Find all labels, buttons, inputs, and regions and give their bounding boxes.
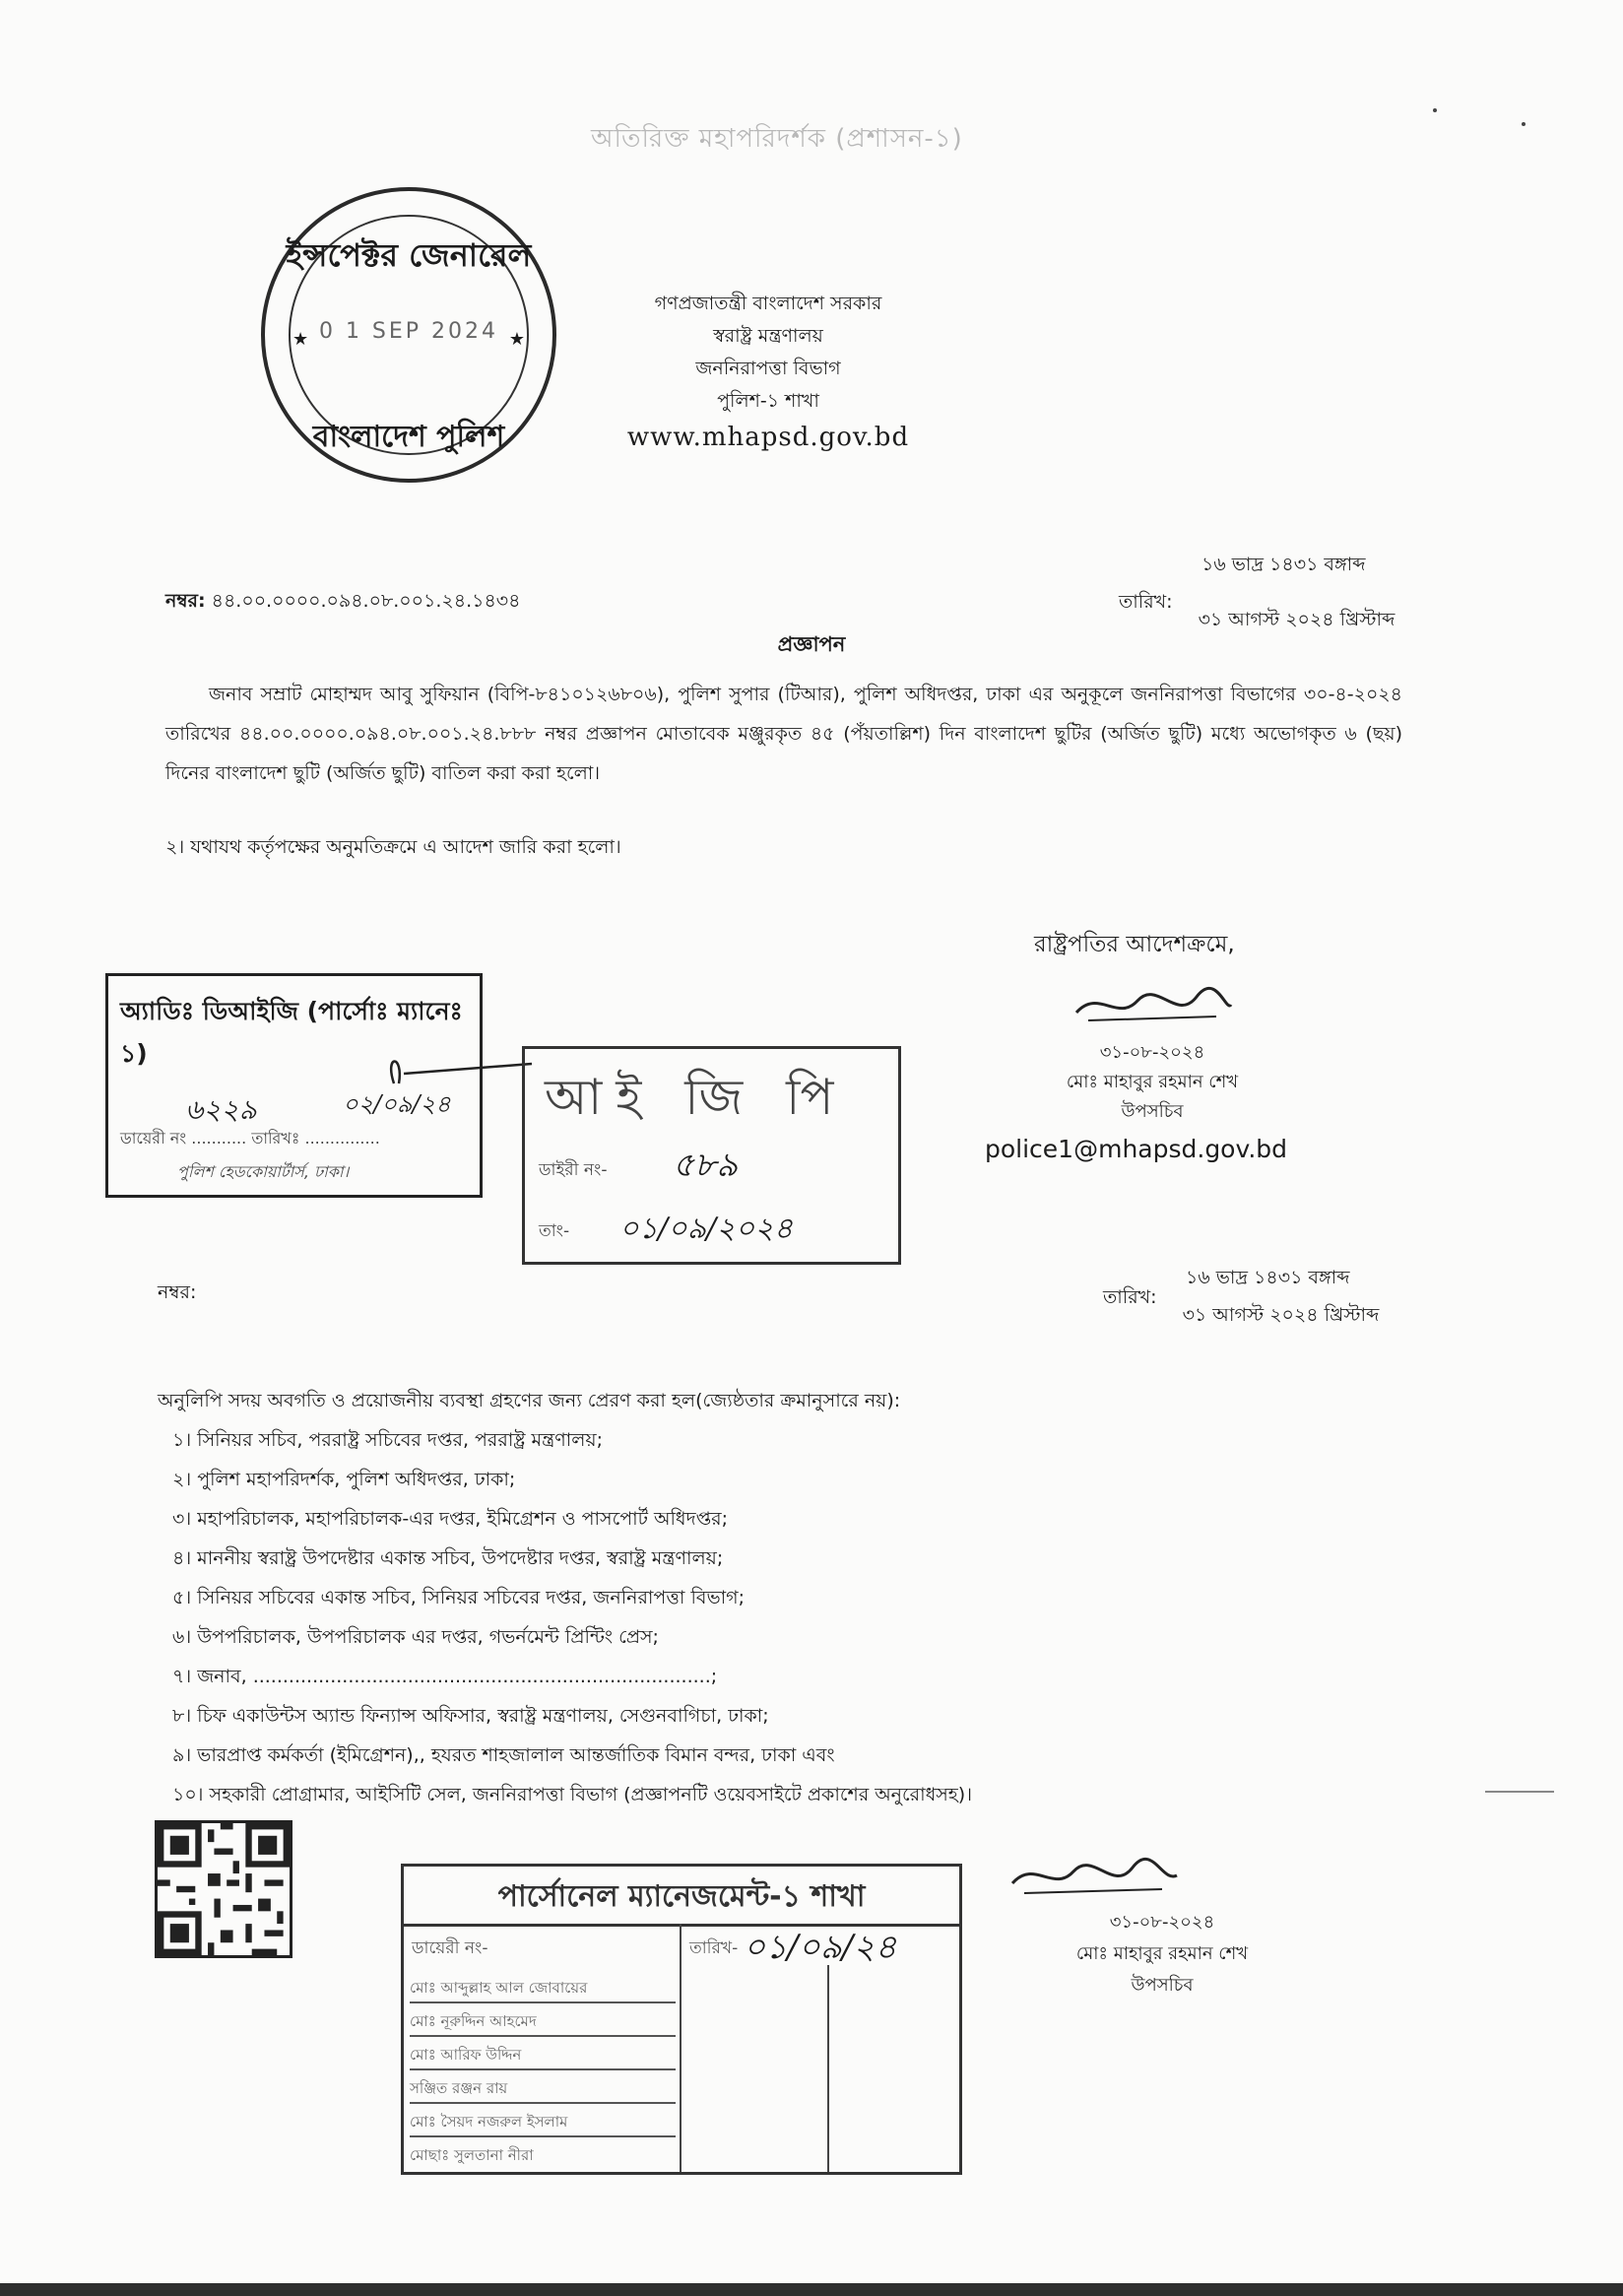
signature-2-mark (1005, 1854, 1182, 1903)
igp-stamp-handwritten-no: ৫৮৯ (673, 1146, 739, 1185)
scan-edge-line (1485, 1791, 1554, 1793)
diary-stamp-title: অ্যাডিঃ ডিআইজি (পার্সোঃ ম্যানেঃ ১) (120, 997, 463, 1068)
list-item: ২। পুলিশ মহাপরিদর্শক, পুলিশ অধিদপ্তর, ঢাকা; (172, 1469, 516, 1490)
seal-star-left-icon: ★ (292, 329, 309, 350)
by-order-of-president: রাষ্ট্রপতির আদেশক্রমে, (1034, 932, 1235, 957)
diary-stamp-diary-dots: ........... (191, 1129, 247, 1148)
memo-2-date-bangla: ১৬ ভাদ্র ১৪৩১ বঙ্গাব্দ (1186, 1267, 1350, 1288)
signature-2-date: ৩১-০৮-২০২৪ (1109, 1912, 1215, 1933)
diary-stamp-handwritten-no: ৬২২৯ (185, 1093, 257, 1126)
pm-stamp-name: মোছাঃ সুলতানা নীরা (410, 2146, 534, 2164)
seal-top-text: ইন্সপেক্টর জেনারেল (286, 236, 532, 274)
signature-1-designation: উপসচিব (1121, 1101, 1184, 1122)
qr-code-icon (158, 1823, 290, 1955)
scan-speck (1433, 108, 1437, 112)
diary-stamp-office: পুলিশ হেডকোয়ার্টার্স, ঢাকা। (177, 1162, 350, 1181)
qr-code (155, 1820, 292, 1958)
pm-stamp-date-label: তারিখ- (689, 1938, 739, 1958)
header-website: www.mhapsd.gov.bd (626, 423, 910, 452)
memo-number (165, 587, 520, 619)
signature-1-block (1005, 1038, 1300, 1127)
diary-stamp-date-dots: ............... (304, 1129, 380, 1148)
signature-1-email: police1@mhapsd.gov.bd (985, 1135, 1288, 1163)
pm-stamp-handwritten-date: ০১/০৯/২৪ (744, 1928, 897, 1967)
memo-2-date (1103, 1259, 1379, 1334)
memo-2-date-gregorian: ৩১ আগস্ট ২০২৪ খ্রিস্টাব্দ (1182, 1304, 1380, 1326)
pm-stamp-title: পার্সোনেল ম্যানেজমেন্ট-১ শাখা (497, 1879, 866, 1914)
igp-stamp-title: আই জি পি (545, 1069, 848, 1126)
list-item: ১০। সহকারী প্রোগ্রামার, আইসিটি সেল, জননিরাপত্তা বিভাগ (প্রজ্ঞাপনটি ওয়েবসাইটে প্রকাশের অনুরোধসহ)। (172, 1784, 972, 1805)
pm-stamp-name: মোঃ আব্দুল্লাহ আল জোবায়ের (410, 1977, 676, 2003)
signature-2-name: মোঃ মাহাবুর রহমান শেখ (1075, 1943, 1249, 1964)
diary-stamp-handwritten-date: ০২/০৯/২৪ (343, 1090, 451, 1118)
list-item: ৩। মহাপরিচালক, মহাপরিচালক-এর দপ্তর, ইমিগ্রেশন ও পাসপোর্ট অধিদপ্তর; (172, 1508, 729, 1530)
seal-date: 0 1 SEP 2024 (318, 319, 499, 344)
list-item: ৬। উপপরিচালক, উপপরিচালক এর দপ্তর, গভর্নমেন্ট প্রিন্টিং প্রেস; (172, 1626, 659, 1648)
seal-bottom-text: বাংলাদেশ পুলিশ (312, 420, 505, 454)
igp-stamp-date-label: তাং- (539, 1221, 570, 1241)
pm-stamp-name: মোঃ সৈয়দ নজরুল ইসলাম (410, 2111, 676, 2137)
diary-stamp-row (120, 1126, 380, 1152)
scan-speck (1522, 122, 1526, 126)
memo-date-label: তারিখ: (1119, 591, 1173, 613)
scan-bottom-edge (0, 2283, 1623, 2296)
header-ministry: স্বরাষ্ট্র মন্ত্রণালয় (713, 325, 823, 347)
signature-2-designation: উপসচিব (1131, 1975, 1194, 1996)
igp-stamp-handwritten-date: ০১/০৯/২০২৪ (619, 1212, 794, 1246)
list-item: ৮। চিফ একাউন্টস অ্যান্ড ফিন্যান্স অফিসার, স্বরাষ্ট্র মন্ত্রণালয়, সেগুনবাগিচা, ঢাকা; (172, 1705, 769, 1727)
memo-date-gregorian: ৩১ আগস্ট ২০২৪ খ্রিস্টাব্দ (1198, 609, 1396, 630)
header-branch: পুলিশ-১ শাখা (717, 390, 819, 412)
faint-office-header: অতিরিক্ত মহাপরিদর্শক (প্রশাসন-১) (591, 124, 963, 154)
memo-number-label: নম্বর: (165, 590, 206, 612)
diary-stamp-date-label: তারিখঃ (251, 1129, 300, 1148)
memo-number-value: ৪৪.০০.০০০০.০৯৪.০৮.০০১.২৪.১৪৩৪ (211, 590, 521, 612)
pm-stamp-column-line (680, 1924, 682, 2172)
signature-1-name: মোঃ মাহাবুর রহমান শেখ (1066, 1072, 1239, 1092)
igp-received-seal (261, 187, 556, 483)
copies-intro: অনুলিপি সদয় অবগতি ও প্রয়োজনীয় ব্যবস্থা গ্রহণের জন্য প্রেরণ করা হল(জ্যেষ্ঠতার ক্রমানুসারে নয়): (158, 1390, 901, 1411)
pm-stamp-name: মোঃ নূরুদ্দিন আহমেদ (410, 2010, 676, 2037)
igp-diary-stamp (522, 1046, 901, 1265)
notification-paragraph-1: জনাব সম্রাট মোহাম্মদ আবু সুফিয়ান (বিপি-৮৪১০১২৬৮০৬), পুলিশ সুপার (টিআর), পুলিশ অধিদপ্তর, ঢাকা এর অনুকূলে জননিরাপত্তা বিভাগের ৩০-৪-২০২৪ তারিখের ৪৪.০০.০০০০.০৯৪.০৮.০০১.২৪.৮৮৮ নম্বর প্রজ্ঞাপন মোতাবেক মঞ্জুরকৃত ৪৫ (পঁয়তাল্লিশ) দিন বাংলাদেশ ছুটির (অর্জিত ছুটি) মধ্যে অভোগকৃত ৬ (ছয়) দিনের বাংলাদেশ ছুটি (অর্জিত ছুটি) বাতিল করা করা হলো। (165, 684, 1402, 784)
list-item: ১। সিনিয়র সচিব, পররাষ্ট্র সচিবের দপ্তর, পররাষ্ট্র মন্ত্রণালয়; (172, 1429, 603, 1451)
copy-distribution-list (158, 1381, 972, 1814)
pm-stamp-diary-label: ডায়েরী নং- (412, 1938, 488, 1958)
government-header (591, 288, 945, 457)
list-item: ৫। সিনিয়র সচিবের একান্ত সচিব, সিনিয়র সচিবের দপ্তর, জননিরাপত্তা বিভাগ; (172, 1587, 745, 1608)
list-item: ৯। ভারপ্রাপ্ত কর্মকর্তা (ইমিগ্রেশন),, হযরত শাহজালাল আন্তর্জাতিক বিমান বন্দর, ঢাকা এবং (172, 1744, 835, 1766)
memo-date-bangla: ১৬ ভাদ্র ১৪৩১ বঙ্গাব্দ (1201, 554, 1366, 575)
pm-stamp-name: সঞ্জিত রঞ্জন রায় (410, 2077, 676, 2104)
memo-2-number-label: নম্বর: (158, 1281, 197, 1303)
diary-stamp-diary-label: ডায়েরী নং (120, 1129, 187, 1148)
igp-stamp-diary-label: ডাইরী নং- (539, 1160, 608, 1180)
signature-2-block (1014, 1907, 1310, 2001)
pm-stamp-name: মোঃ আরিফ উদ্দিন (410, 2044, 676, 2070)
pm-stamp-column-line-2 (827, 1965, 829, 2172)
memo-date (1119, 546, 1396, 630)
list-item: ৪। মাননীয় স্বরাষ্ট্র উপদেষ্টার একান্ত সচিব, উপদেষ্টার দপ্তর, স্বরাষ্ট্র মন্ত্রণালয়; (172, 1547, 724, 1569)
notification-paragraph-2: ২। যথাযথ কর্তৃপক্ষের অনুমতিক্রমে এ আদেশ জারি করা হলো। (165, 836, 621, 858)
memo-2-date-label: তারিখ: (1103, 1286, 1157, 1308)
header-division: জননিরাপত্তা বিভাগ (695, 358, 841, 379)
notification-title: প্রজ্ঞাপন (777, 632, 846, 656)
signature-1-mark (1069, 983, 1236, 1030)
personnel-management-stamp (401, 1864, 962, 2175)
signature-1-date: ৩১-০৮-২০২৪ (1099, 1042, 1205, 1063)
seal-star-right-icon: ★ (508, 329, 525, 350)
list-item: ৭। জনাব, .............................................................................; (172, 1666, 718, 1687)
diary-stamp-initial-mark (374, 1044, 542, 1103)
header-government: গণপ্রজাতন্ত্রী বাংলাদেশ সরকার (654, 293, 882, 314)
